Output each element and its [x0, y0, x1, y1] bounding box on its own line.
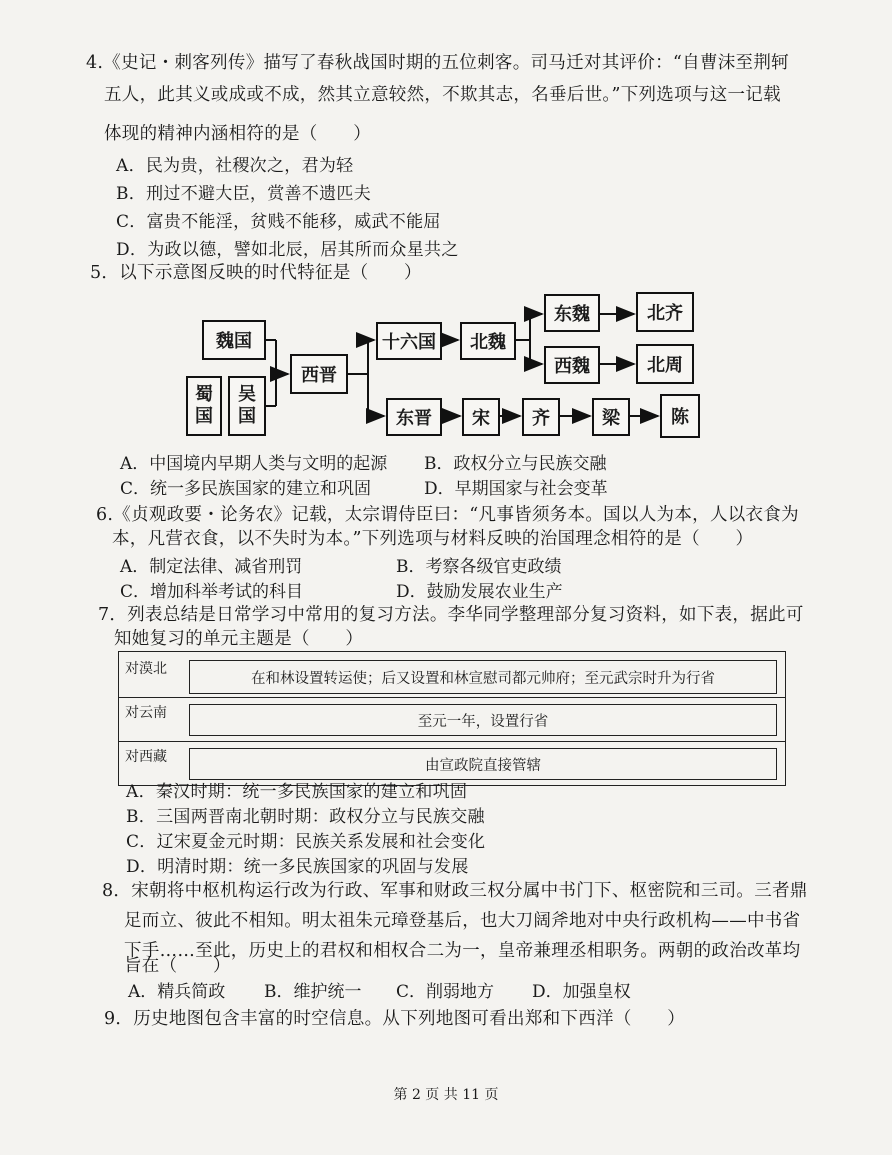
node-shuguo	[186, 376, 222, 436]
q6-option-a: A．制定法律、减省刑罚	[120, 557, 303, 577]
node-dongwei: 东魏	[544, 294, 600, 332]
q7-line1: 7．列表总结是日常学习中常用的复习方法。李华同学整理部分复习资料，如下表，据此可	[98, 605, 804, 625]
q8-line3: 下手……至此，历史上的君权和相权合二为一，皇帝兼理丞相职务。两朝的政治改革均	[124, 941, 801, 961]
q6-option-c: C．增加科举考试的科目	[120, 582, 304, 602]
q7-option-a: A．秦汉时期：统一多民族国家的建立和巩固	[126, 782, 468, 802]
node-xiwei: 西魏	[544, 346, 600, 384]
node-shuguo-char1: 蜀	[195, 384, 213, 405]
q7-option-d: D．明清时期：统一多民族国家的巩固与发展	[126, 857, 469, 877]
q6-option-d: D．鼓励发展农业生产	[396, 582, 563, 602]
row-content-xizang: 由宣政院直接管辖	[189, 748, 777, 780]
q4-line3: 体现的精神内涵相符的是（ ）	[104, 124, 371, 144]
q7-option-c: C．辽宋夏金元时期：民族关系发展和社会变化	[126, 832, 486, 852]
node-wuguo	[228, 376, 266, 436]
row-content-yunnan: 至元一年，设置行省	[189, 704, 777, 736]
q8-options	[0, 980, 892, 1004]
row-content-mobei: 在和林设置转运使；后又设置和林宣慰司都元帅府；至元武宗时升为行省	[189, 660, 777, 694]
q8-line2: 足而立、彼此不相知。明太祖朱元璋登基后，也大刀阔斧地对中央行政机构——中书省	[124, 911, 801, 931]
q4-option-c: C．富贵不能淫，贫贱不能移，威武不能屈	[116, 212, 441, 232]
node-qi: 齐	[522, 398, 560, 436]
node-song: 宋	[462, 398, 500, 436]
node-beizhou: 北周	[636, 344, 694, 384]
node-shuguo-char2: 国	[195, 406, 213, 427]
node-shiliuguo: 十六国	[376, 322, 442, 360]
q6-option-b: B．考察各级官吏政绩	[396, 557, 562, 577]
q5-option-b: B．政权分立与民族交融	[424, 454, 607, 474]
q4-line2: 五人，此其义或成或不成，然其立意较然，不欺其志，名垂后世。”下列选项与这一记载	[104, 85, 781, 105]
table-row	[119, 698, 785, 742]
q8-line1: 8．宋朝将中枢机构运行改为行政、军事和财政三权分属中书门下、枢密院和三司。三者鼎	[102, 881, 808, 901]
row-label-mobei: 对漠北	[125, 661, 167, 677]
node-weiguo: 魏国	[202, 320, 266, 360]
q8-option-b: B．维护统一	[264, 982, 362, 1002]
node-chen: 陈	[660, 394, 700, 438]
q5-option-c: C．统一多民族国家的建立和巩固	[120, 479, 372, 499]
q7-line2: 知她复习的单元主题是（ ）	[114, 629, 364, 649]
node-wuguo-char1: 吴	[238, 384, 256, 405]
row-label-xizang: 对西藏	[125, 749, 167, 765]
q4-line1: 4.《史记・刺客列传》描写了春秋战国时期的五位刺客。司马迁对其评价：“自曹沫至荆轲	[86, 53, 789, 73]
review-table	[118, 651, 786, 786]
node-wuguo-char2: 国	[238, 406, 256, 427]
q6-line1: 6.《贞观政要・论务农》记载，太宗谓侍臣曰：“凡事皆须务本。国以人为本，人以衣食为	[96, 505, 799, 525]
q4-option-d: D．为政以德，譬如北辰，居其所而众星共之	[116, 240, 459, 260]
node-beiqi: 北齐	[636, 292, 694, 332]
q6-line2: 本，凡营衣食，以不失时为本。”下列选项与材料反映的治国理念相符的是（ ）	[112, 529, 754, 549]
q8-line4: 旨在（ ）	[124, 956, 231, 976]
q8-option-d: D．加强皇权	[532, 982, 631, 1002]
q5-options-2	[0, 477, 892, 501]
page-number: 第 2 页 共 11 页	[393, 1087, 499, 1103]
q5-options	[0, 452, 892, 476]
row-label-yunnan: 对云南	[125, 705, 167, 721]
q8-option-a: A．精兵简政	[128, 982, 226, 1002]
q4-option-b: B．刑过不避大臣，赏善不遗匹夫	[116, 184, 371, 204]
table-row	[119, 652, 785, 698]
q5-line1: 5．以下示意图反映的时代特征是（ ）	[90, 263, 422, 283]
q6-options	[0, 555, 892, 579]
q5-option-a: A．中国境内早期人类与文明的起源	[120, 454, 388, 474]
node-xijin: 西晋	[290, 354, 348, 394]
q4-option-a: A．民为贵，社稷次之，君为轻	[116, 156, 354, 176]
dynasty-diagram	[180, 288, 700, 448]
q7-option-b: B．三国两晋南北朝时期：政权分立与民族交融	[126, 807, 485, 827]
node-liang: 梁	[592, 398, 630, 436]
node-beiwei: 北魏	[460, 322, 516, 360]
q9-line1: 9．历史地图包含丰富的时空信息。从下列地图可看出郑和下西洋（ ）	[104, 1009, 686, 1029]
q5-option-d: D．早期国家与社会变革	[424, 479, 608, 499]
node-dongjin: 东晋	[386, 398, 442, 436]
q8-option-c: C．削弱地方	[396, 982, 495, 1002]
